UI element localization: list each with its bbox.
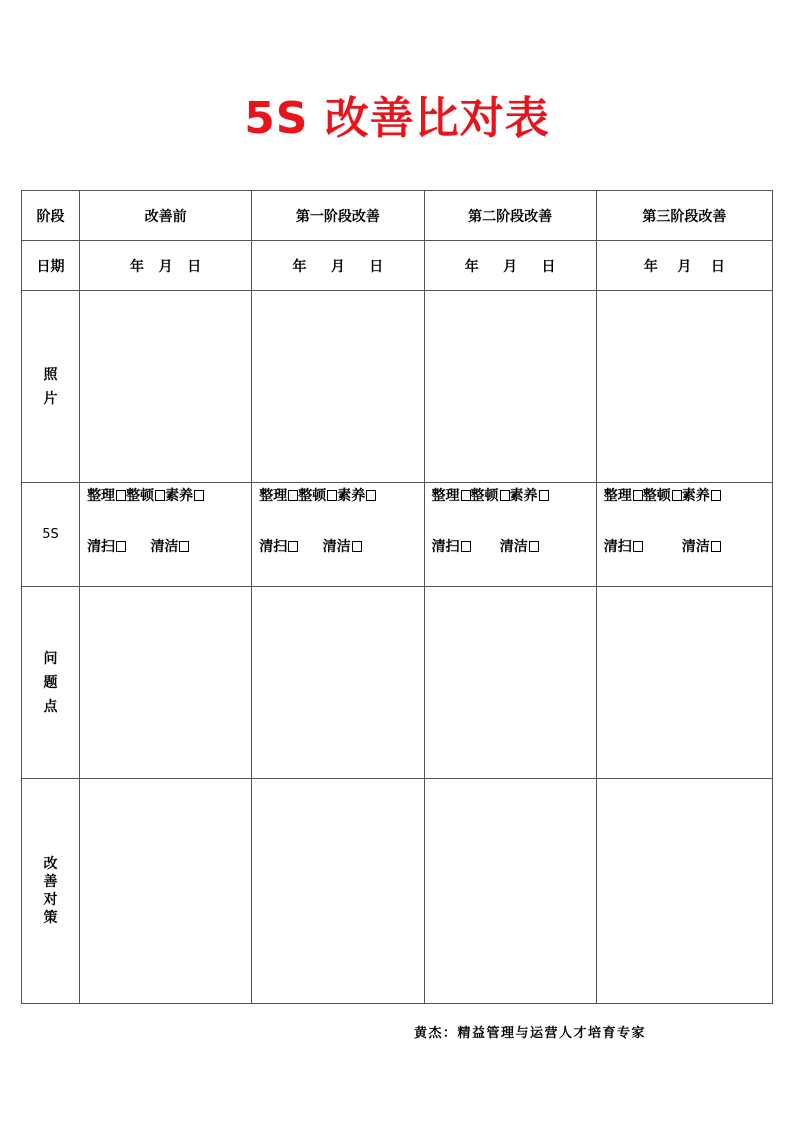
action-cell-phase1[interactable] xyxy=(252,779,424,1004)
seiri-label: 整理 xyxy=(431,488,460,504)
seiso-label: 清扫 xyxy=(603,539,632,555)
fives-label: 5S xyxy=(22,483,80,587)
seiketsu-checkbox[interactable] xyxy=(179,541,189,552)
fives-cell-phase2 xyxy=(424,483,596,587)
photo-cell-phase2[interactable] xyxy=(424,291,596,483)
shitsuke-checkbox[interactable] xyxy=(194,490,204,501)
seiketsu-label: 清洁 xyxy=(322,539,351,555)
seiri-label: 整理 xyxy=(603,488,632,504)
issue-row xyxy=(22,587,773,779)
fives-cell-before xyxy=(80,483,252,587)
header-phase2: 第二阶段改善 xyxy=(424,191,596,241)
date-text: 年 月 日 xyxy=(464,258,556,275)
seiketsu-checkbox[interactable] xyxy=(352,541,362,552)
comparison-table xyxy=(21,190,773,1004)
action-label-text: 改善对策 xyxy=(43,856,58,926)
fives-cell-phase1 xyxy=(252,483,424,587)
seiton-label: 整顿 xyxy=(298,488,327,504)
header-before: 改善前 xyxy=(80,191,252,241)
photo-cell-phase1[interactable] xyxy=(252,291,424,483)
seiri-checkbox[interactable] xyxy=(633,490,643,501)
header-row xyxy=(22,191,773,241)
shitsuke-label: 素养 xyxy=(681,488,710,504)
seiri-label: 整理 xyxy=(87,488,116,504)
seiketsu-label: 清洁 xyxy=(150,539,179,555)
seiton-label: 整顿 xyxy=(126,488,155,504)
date-text: 年 月 日 xyxy=(130,258,202,275)
spacer xyxy=(643,539,682,555)
photo-cell-before[interactable] xyxy=(80,291,252,483)
seiso-checkbox[interactable] xyxy=(633,541,643,552)
date-field-phase3[interactable] xyxy=(596,241,772,291)
shitsuke-label: 素养 xyxy=(165,488,194,504)
seiketsu-label: 清洁 xyxy=(499,539,528,555)
seiri-checkbox[interactable] xyxy=(116,490,126,501)
seiton-checkbox[interactable] xyxy=(500,490,510,501)
action-cell-phase3[interactable] xyxy=(596,779,772,1004)
seiso-label: 清扫 xyxy=(431,539,460,555)
shitsuke-checkbox[interactable] xyxy=(366,490,376,501)
action-label xyxy=(22,779,80,1004)
seiso-checkbox[interactable] xyxy=(116,541,126,552)
seiri-label: 整理 xyxy=(259,488,288,504)
issue-cell-phase2[interactable] xyxy=(424,587,596,779)
seiri-checkbox[interactable] xyxy=(461,490,471,501)
photo-label-text: 照片 xyxy=(43,366,58,407)
shitsuke-checkbox[interactable] xyxy=(711,490,721,501)
date-row xyxy=(22,241,773,291)
action-cell-before[interactable] xyxy=(80,779,252,1004)
header-phase3: 第三阶段改善 xyxy=(596,191,772,241)
seiketsu-label: 清洁 xyxy=(681,539,710,555)
seiton-checkbox[interactable] xyxy=(672,490,682,501)
seiso-checkbox[interactable] xyxy=(461,541,471,552)
header-phase1: 第一阶段改善 xyxy=(252,191,424,241)
photo-label xyxy=(22,291,80,483)
fives-cell-phase3 xyxy=(596,483,772,587)
seiketsu-checkbox[interactable] xyxy=(529,541,539,552)
date-label: 日期 xyxy=(22,241,80,291)
seiso-checkbox[interactable] xyxy=(288,541,298,552)
seiri-checkbox[interactable] xyxy=(288,490,298,501)
issue-cell-phase3[interactable] xyxy=(596,587,772,779)
seiton-label: 整顿 xyxy=(470,488,499,504)
spacer xyxy=(298,539,322,555)
date-text: 年 月 日 xyxy=(292,258,384,275)
seiton-checkbox[interactable] xyxy=(327,490,337,501)
seiso-label: 清扫 xyxy=(87,539,116,555)
footer-credit: 黄杰：精益管理与运营人才培育专家 xyxy=(414,1026,647,1041)
date-field-phase1[interactable] xyxy=(252,241,424,291)
spacer xyxy=(126,539,150,555)
page-title: 5S 改善比对表 xyxy=(244,93,550,144)
action-cell-phase2[interactable] xyxy=(424,779,596,1004)
fives-row xyxy=(22,483,773,587)
spacer xyxy=(471,539,500,555)
issue-cell-phase1[interactable] xyxy=(252,587,424,779)
seiso-label: 清扫 xyxy=(259,539,288,555)
shitsuke-label: 素养 xyxy=(509,488,538,504)
date-text: 年 月 日 xyxy=(643,258,725,275)
issue-label xyxy=(22,587,80,779)
seiton-checkbox[interactable] xyxy=(155,490,165,501)
date-field-phase2[interactable] xyxy=(424,241,596,291)
shitsuke-label: 素养 xyxy=(337,488,366,504)
photo-cell-phase3[interactable] xyxy=(596,291,772,483)
action-row xyxy=(22,779,773,1004)
header-stage: 阶段 xyxy=(22,191,80,241)
issue-cell-before[interactable] xyxy=(80,587,252,779)
seiketsu-checkbox[interactable] xyxy=(711,541,721,552)
photo-row xyxy=(22,291,773,483)
date-field-before[interactable] xyxy=(80,241,252,291)
shitsuke-checkbox[interactable] xyxy=(539,490,549,501)
issue-label-text: 问题点 xyxy=(43,650,58,715)
seiton-label: 整顿 xyxy=(642,488,671,504)
